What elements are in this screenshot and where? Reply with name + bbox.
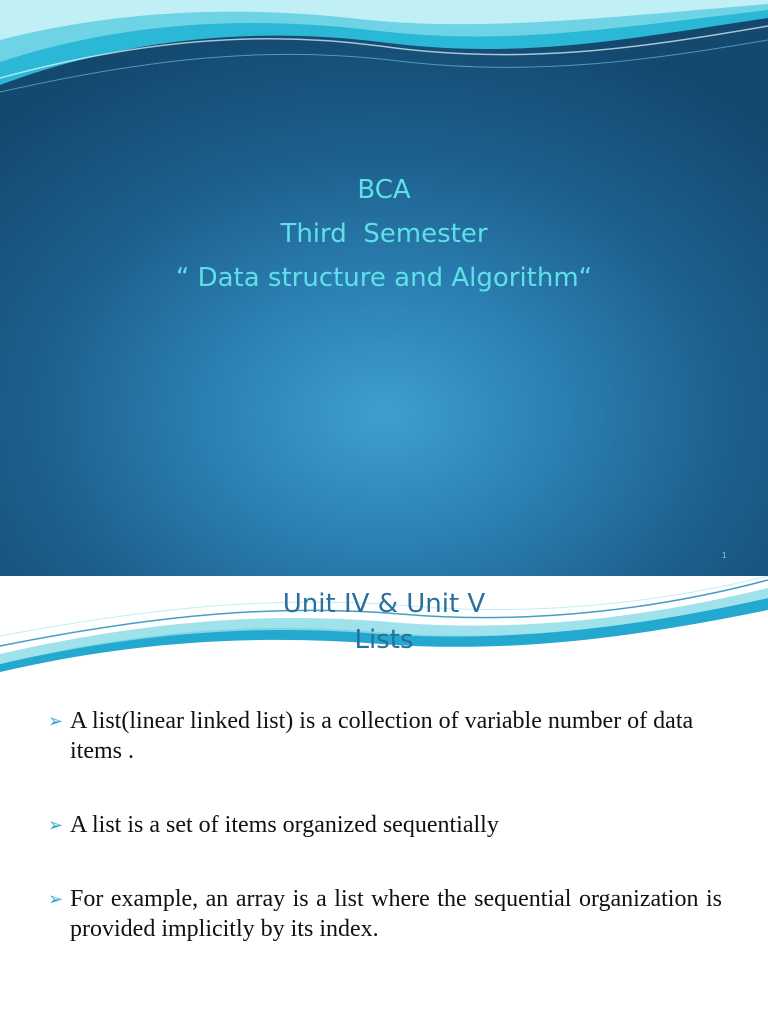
slide2-title-line-1: Unit IV & Unit V [282, 589, 486, 619]
slide-number: 1 [722, 551, 727, 560]
bullet-list [48, 706, 722, 944]
bullet-item [48, 810, 722, 840]
title-line-3: “ Data structure and Algorithm“ [175, 263, 593, 293]
slide2-title-line-2: Lists [354, 625, 414, 655]
bullet-text: A list is a set of items organized sequentially [70, 812, 499, 838]
title-line-2: Third Semester [280, 219, 488, 249]
arrow-bullet-icon: ➢ [48, 889, 64, 909]
bullet-text: For example, an array is a list where the sequential organization is provided implicitly by its index. [70, 886, 722, 942]
slide2-title [0, 586, 768, 658]
arrow-bullet-icon: ➢ [48, 711, 64, 731]
bullet-item [48, 706, 722, 766]
arrow-bullet-icon: ➢ [48, 815, 64, 835]
content-slide [0, 576, 768, 1024]
bullet-item [48, 884, 722, 944]
title-line-1: BCA [357, 175, 411, 205]
bullet-text: A list(linear linked list) is a collection of variable number of data items . [70, 708, 694, 764]
wave-decoration-top [0, 0, 768, 120]
slide-title [0, 168, 768, 300]
